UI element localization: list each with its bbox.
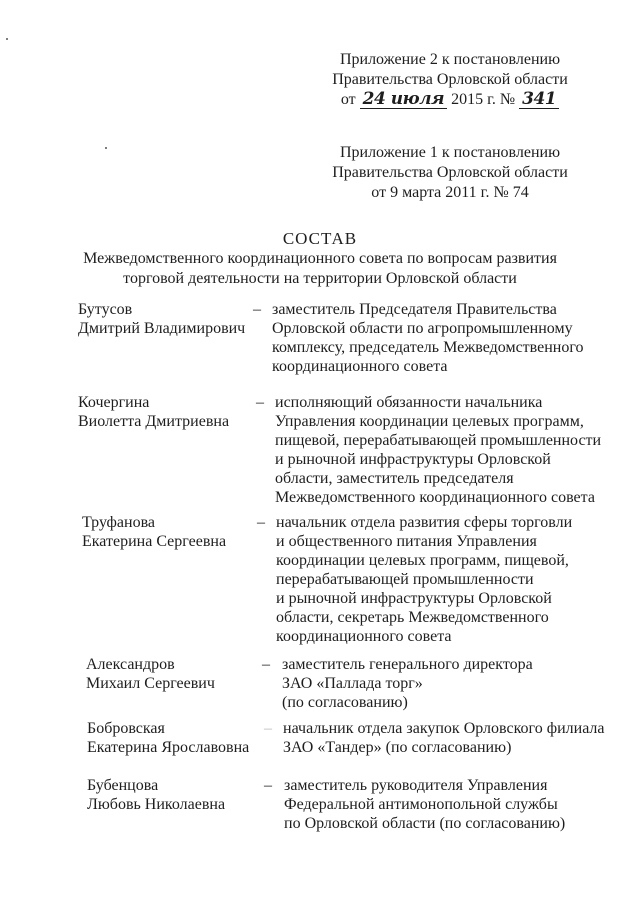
appendix-1-line2: Правительства Орловской области [332, 164, 568, 181]
member-role [283, 719, 605, 757]
separator-dash: – [262, 656, 270, 673]
separator-dash: – [257, 514, 265, 531]
subtitle-line2: торговой деятельности на территории Орловской области [123, 270, 517, 287]
document-title: СОСТАВ [282, 229, 358, 248]
role-line: заместитель руководителя Управления [284, 777, 548, 794]
member-surname: Кочергина [78, 394, 150, 411]
role-line: координации целевых программ, пищевой, [276, 552, 569, 569]
separator-dash: – [253, 301, 261, 318]
role-line: пищевой, перерабатывающей промышленности [275, 432, 602, 449]
role-line: перерабатывающей промышленности [276, 571, 534, 588]
member-given-names: Виолетта Дмитриевна [78, 413, 230, 430]
member-name [86, 655, 215, 693]
member-given-names: Дмитрий Владимирович [78, 320, 246, 337]
member-surname: Бутусов [78, 301, 133, 318]
role-line: области, заместитель председателя [275, 470, 514, 487]
member-given-names: Екатерина Ярославовна [87, 739, 250, 756]
document-subtitle [60, 249, 580, 289]
member-given-names: Михаил Сергеевич [86, 675, 215, 692]
separator-dash: – [264, 720, 272, 737]
role-line: (по согласованию) [282, 694, 408, 711]
role-line: Федеральной антимонопольной службы [284, 796, 558, 813]
handwritten-date-field [360, 91, 447, 109]
subtitle-line1: Межведомственного координационного совета по вопросам развития [83, 250, 557, 267]
member-name [87, 776, 225, 814]
role-line: ЗАО «Паллада торг» [282, 675, 423, 692]
role-line: Межведомственного координационного совета [275, 489, 595, 506]
appendix-1-header [300, 143, 600, 203]
role-line: области, секретарь Межведомственного [276, 609, 549, 626]
member-name [78, 300, 245, 338]
member-surname: Александров [86, 656, 175, 673]
appendix-2-line1: Приложение 2 к постановлению [339, 51, 561, 68]
member-name [78, 393, 229, 431]
separator-dash: – [264, 777, 272, 794]
role-line: по Орловской области (по согласованию) [284, 815, 566, 832]
member-surname: Труфанова [82, 514, 156, 531]
appendix-1-line3: от 9 марта 2011 г. № 74 [371, 184, 529, 201]
role-line: начальник отдела развития сферы торговли [276, 514, 573, 531]
role-line: ЗАО «Тандер» (по согласованию) [283, 739, 512, 756]
member-role [275, 393, 601, 507]
role-line: и общественного питания Управления [276, 533, 537, 550]
year-text: 2015 г. № [451, 91, 516, 108]
role-line: координационного совета [276, 628, 452, 645]
role-line: и рыночной инфраструктуры Орловской [275, 451, 551, 468]
member-surname: Бобровская [87, 720, 165, 737]
member-role [284, 776, 565, 833]
appendix-1-line1: Приложение 1 к постановлению [339, 144, 561, 161]
member-name [82, 513, 226, 551]
scan-speck [105, 147, 107, 149]
appendix-2-header [300, 50, 600, 110]
member-surname: Бубенцова [87, 777, 159, 794]
role-line: Управления координации целевых программ, [275, 413, 584, 430]
role-line: заместитель Председателя Правительства [272, 301, 557, 318]
role-line: исполняющий обязанности начальника [275, 394, 543, 411]
handwritten-number-field [519, 91, 559, 109]
scan-speck [6, 38, 8, 40]
member-name [87, 719, 249, 757]
role-line: комплексу, председатель Межведомственного [272, 339, 584, 356]
member-given-names: Екатерина Сергеевна [82, 533, 227, 550]
handwritten-number: 341 [522, 89, 557, 109]
member-role [276, 513, 572, 646]
role-line: начальник отдела закупок Орловского филиала [283, 720, 605, 737]
date-prefix: от [340, 91, 356, 108]
role-line: заместитель генерального директора [282, 656, 533, 673]
role-line: координационного совета [272, 358, 448, 375]
appendix-2-date-line [300, 90, 600, 110]
member-role [282, 655, 533, 712]
handwritten-date: 24 июля [362, 89, 445, 109]
role-line: и рыночной инфраструктуры Орловской [276, 590, 552, 607]
role-line: Орловской области по агропромышленному [272, 320, 573, 337]
member-given-names: Любовь Николаевна [87, 796, 226, 813]
member-role [272, 300, 584, 376]
appendix-2-line2: Правительства Орловской области [332, 71, 568, 88]
separator-dash: – [256, 394, 264, 411]
